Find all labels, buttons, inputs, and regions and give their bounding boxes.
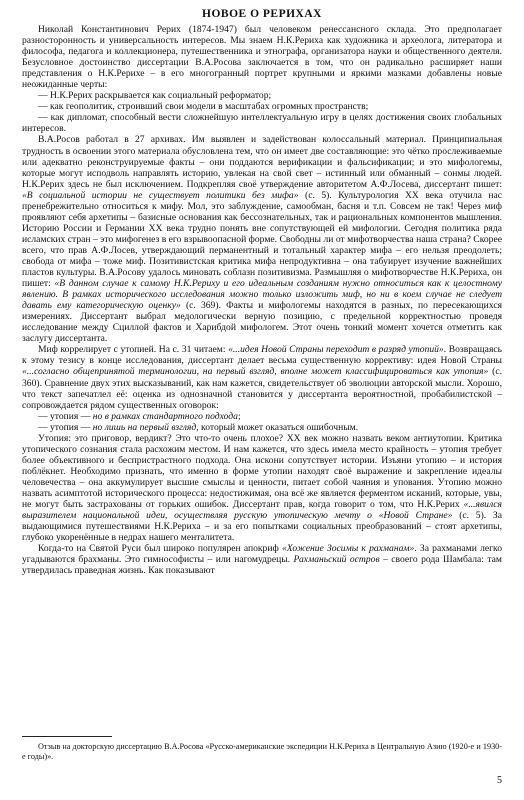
paragraph-utopia: Миф коррелирует с утопией. На с. 31 читаем: «...идея Новой Страны переходит в разряд утопий». Возвращаясь к этому тезису в конце исследования, диссертант делает весьма существенную коррективу: идея Новой Страны «...согласно общепринятой терминологии, на первый взгляд, вполне может классифицироваться как утопия» (с. 360). Сравнение двух этих высказываний, как нам кажется, свидетельствует об эволюции авторской мысли. Хорошо, что текст запечатлел её: оценка из однозначной становится у диссертанта вероятностной, пробабилистской – сопровождается рядом существенных оговорок: — [22, 344, 503, 411]
paragraph-verdict: Утопия: это приговор, вердикт? Это что-то очень плохое? XX век можно назвать веком антиутопии. Критика утопического сознания стала расхожим местом. И нам кажется, что здесь имела место крайность – утопия требует более объективного и беспристрастного подхода. Она искони сопутствует истории. Изъяни утопию – и история поблёкнет. Необходимо признать, что именно в форме утопии находят своё выражение и закрепление идеалы человечества – она аккумулирует высшие смыслы и ценности, питает собой чаяния и упования. Утопию можно назвать асимптотой исторического процесса: недостижимая, она всё же является ферментом исканий, которые, увы, не могут быть застрахованы от горьких ошибок. Диссертант прав, когда говорит о том, что Н.К.Рерих «...явился выразителем национальной идеи, осуществляя русскую утопическую мечту о «Новой Стране» (с. 5). За выдающимися путешествиями Н.К.Рериха – и за его попытками социальных преобразований – стоят архетипы, глубоко укоренённые в недрах нашего менталитета. — [22, 432, 502, 544]
list-item: — утопия — но в рамках стандартного подхода; — [38, 410, 241, 422]
paragraph-apocrypha: Когда-то на Святой Руси был широко популярен апокриф «Хожение Зосимы к рахманам». За рахманами легко угадываются брахманы. Это гимнософисты – или нагомудрецы. Рахманьский остров – своего рода Шамбала: там утвердилась праведная жизнь. Как показывают — [22, 543, 503, 577]
page-number: 5 — [497, 775, 502, 786]
page-title: НОВОЕ О РЕРИХАХ — [202, 8, 322, 20]
list-item: — как дипломат, способный вести сложнейшую интеллектуальную игру в целях достижения своих глобальных интересов. — [22, 112, 502, 135]
article-body — [22, 24, 502, 576]
quote: «Хожение Зосимы к рахманам» — [281, 543, 415, 555]
quote: «...явился выразителем национальной идеи, осуществляя русскую утопическую мечту о «Новой Стране» — [22, 499, 502, 522]
footnote: Отзыв на докторскую диссертацию В.А.Росова «Русско-американские экспедиции Н.К.Рериха в Центральную Азию (1920-е и 1930-е годы)». — [22, 742, 502, 761]
list-item: — Н.К.Рерих раскрывается как социальный реформатор; — [38, 90, 272, 102]
list-item: — утопия — но лишь на первый взгляд, который может оказаться ошибочным. — [38, 421, 359, 433]
quote: «...согласно общепринятой терминологии, на первый взгляд, вполне может классифицироваться как утопия» — [22, 366, 489, 378]
quote: «...идея Новой Страны переходит в разряд утопий» — [228, 344, 444, 356]
paragraph-archives: В.А.Росов работал в 27 архивах. Им выявлен и задействован колоссальный материал. Принципиальная трудность в освоении этого материала обусловлена тем, что он имеет две составляющие: это чётко прослеживаемые или адекватно реконструируемые факты – они поддаются верификации и фальсификации; и это мифологемы, которые могут исподволь направлять историю, увлекая на свой свет – истинный или обманный – сонмы людей. Н.К.Рерих здесь не был исключением. Подкрепляя своё утверждение авторитетом А.Ф.Лосева, диссертант пишет: «В социальной истории не существует политики без мифа» (с. 5). Культурология XX века отучила нас пренебрежительно относиться к мифу. Мол, это заблуждение, самообман, басня и т.п. Совсем не так! Через миф проявляют себя архетипы – базисные основания как бессознательных, так и рациональных компонентов мышления. Историю России и Германии XX века трудно понять вне сопутствующей ей мифологии. Сегодня политика ряда исламских стран – это мифогенез в его взрывоопасной форме. Свободны ли от мифотворчества наша страна? Скорее всего, что прав А.Ф.Лосев, утверждающий перманентный и тотальный характер мифа – его нельзя преодолеть; свобода от мифа – тоже миф. Позитивистская критика мифа непродуктивна – она табуирует изучение важнейших пластов культуры. В.А.Росову удалось миновать соблазн позитивизма. Размышляя о мифотворчестве Н.К.Рериха, он пишет: «В данном случае к самому Н.К.Рериху и его идеальным созданиям нужно относиться как к целостному явлению. В рамках исторического исследования можно только изложить миф, но ни в коем случае не следует давать ему категорическую оценку» (с. 369). Факты и мифологемы находятся в разных, по пересекающихся измерениях. Диссертант выбрал медологически верную позицию, с предельной корректностью проведя исследование между Сциллой фактов и Харибдой мифологем. Этот очень тонкий момент хочется отметить как заслугу диссертанта. — [22, 134, 503, 345]
quote: «В социальной истории не существует политики без мифа» — [22, 189, 299, 201]
paragraph-intro: Николай Константинович Рерих (1874-1947) был человеком ренессансного склада. Это предполагает разносторонность и универсальность интересов. Мы знаем Н.К.Рериха как художника и археолога, литератора и философа, педагога и коллекционера, путешественника и этнографа, организатора науки и общественного деятеля. Безусловное достоинство диссертации В.А.Росова заключается в том, что он радикально расширяет наши представления о Н.К.Рерихе – в его многогранный портрет крупными и яркими мазками добавлены новые неожиданные черты: — [22, 24, 502, 91]
quote: «В данном случае к самому Н.К.Рериху и его идеальным созданиям нужно относиться как к целостному явлению. В рамках исторического исследования можно только изложить миф, но ни в коем случае не следует давать ему категорическую оценку» — [22, 278, 502, 312]
quote: Рахманьский остров — [293, 554, 380, 566]
footnote-divider — [22, 736, 112, 737]
list-item: — как геополитик, строивший свои модели в масштабах огромных пространств; — [38, 101, 369, 113]
